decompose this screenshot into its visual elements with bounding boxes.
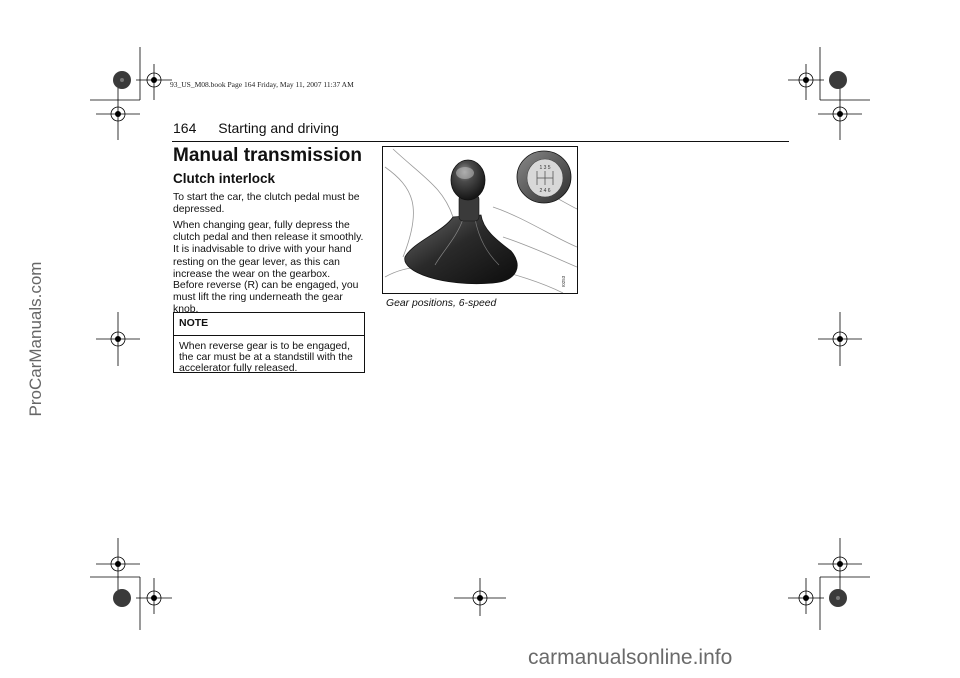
figure-code: I0253 xyxy=(561,275,566,287)
running-head xyxy=(173,120,339,136)
note-text: When reverse gear is to be engaged, the car must be at a standstill with the accelerator fully released. xyxy=(179,341,353,375)
note-divider xyxy=(174,335,364,336)
header-rule xyxy=(172,141,789,142)
note-title: NOTE xyxy=(179,317,209,329)
section-title: Starting and driving xyxy=(218,120,339,136)
page-title: Manual transmission xyxy=(173,145,362,166)
paragraph-changing-gear: When changing gear, fully depress the clutch pedal and then release it smoothly. It is inadvisable to drive with your hand resting on the gear lever, as this can increase the wear on the gearbox. xyxy=(173,220,364,280)
gear-lever-drawing xyxy=(383,147,577,293)
page-number: 164 xyxy=(173,120,197,136)
shift-pattern-top-label: 1 3 5 xyxy=(539,165,551,171)
subsection-title: Clutch interlock xyxy=(173,171,276,186)
watermark-left: ProCarManuals.com xyxy=(26,261,45,417)
watermark-bottom: carmanualsonline.info xyxy=(528,646,733,669)
book-file-header: 93_US_M08.book Page 164 Friday, May 11, 2007 11:37 AM xyxy=(170,80,354,89)
paragraph-clutch-start: To start the car, the clutch pedal must be depressed. xyxy=(173,192,360,216)
gear-lever-illustration xyxy=(382,146,578,294)
figure-caption: Gear positions, 6-speed xyxy=(386,298,497,309)
paragraph-reverse: Before reverse (R) can be engaged, you must lift the ring underneath the gear knob. xyxy=(173,280,359,316)
note-box xyxy=(173,312,365,373)
shift-pattern-bottom-label: 2 4 6 xyxy=(539,188,551,194)
